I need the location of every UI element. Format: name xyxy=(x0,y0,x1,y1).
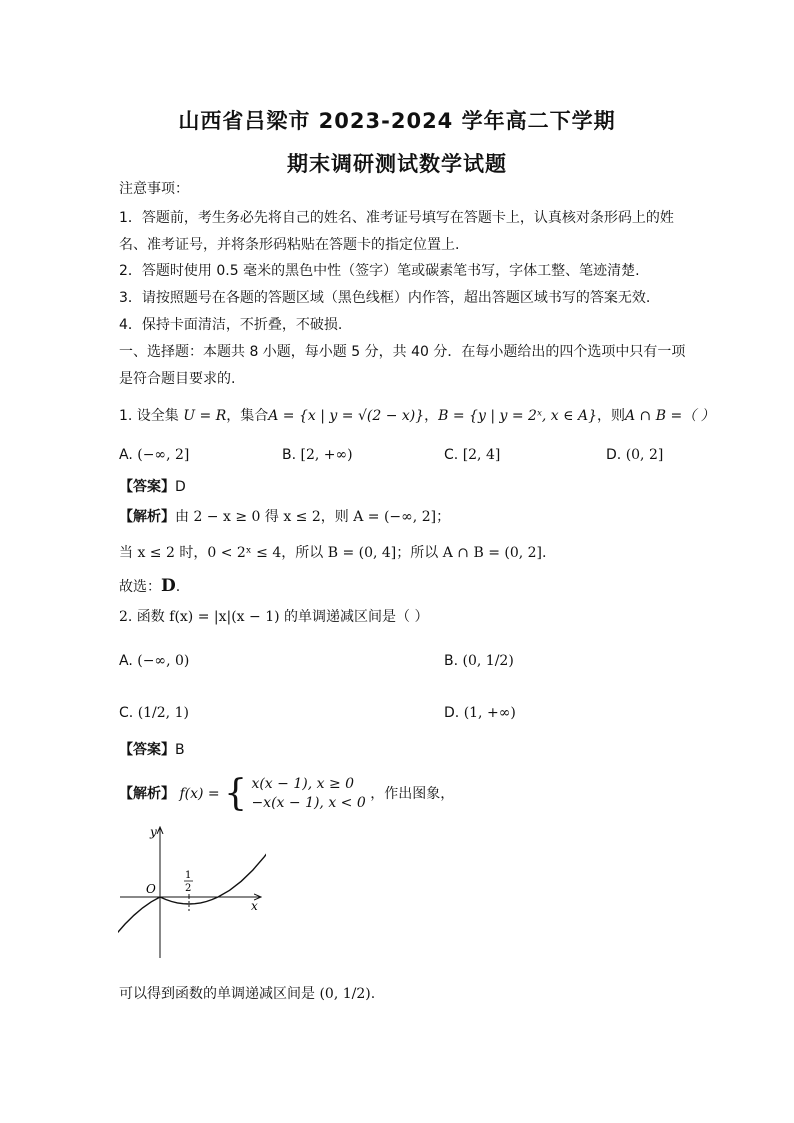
q2-answer xyxy=(119,741,185,759)
q2-option-d-value: (1, +∞) xyxy=(463,705,516,721)
x-axis-label: x xyxy=(251,899,258,913)
section-1-heading-b: 是符合题目要求的. xyxy=(119,371,236,387)
q2-analysis xyxy=(119,775,454,813)
q2-answer-tag: 【答案】 xyxy=(119,742,175,758)
q1-analysis-text-2: 当 x ≤ 2 时，0 < 2ˣ ≤ 4，所以 B = (0, 4]；所以 A ∩ B = (0, 2]. xyxy=(119,545,547,561)
q1-option-b-value: [2, +∞) xyxy=(300,447,353,463)
q1-prefix: 1. 设全集 xyxy=(119,408,179,424)
q1-choose-prefix: 故选： xyxy=(119,579,161,595)
q1-choose-suffix: . xyxy=(175,579,181,595)
q2-piece-tail: ，作出图象， xyxy=(370,786,455,802)
notice-heading: 注意事项： xyxy=(119,181,189,197)
q1-option-d-label: D. xyxy=(606,447,622,463)
piece-case-1: x(x − 1), x ≥ 0 xyxy=(251,776,355,792)
function-curve xyxy=(118,845,266,945)
title-line-2: 期末调研测试数学试题 xyxy=(287,152,507,176)
q1-stem xyxy=(119,407,715,425)
piece-case-2: −x(x − 1), x < 0 xyxy=(251,795,366,811)
piecewise-cases xyxy=(251,775,365,813)
q1-sep: ， xyxy=(424,408,439,424)
q1-answer xyxy=(119,478,186,496)
notice-item-4: 4．保持卡面清洁，不折叠，不破损. xyxy=(119,317,343,333)
q2-conclusion-tail: . xyxy=(370,986,376,1002)
q2-conclusion-interval: (0, 1/2) xyxy=(319,986,371,1002)
title-line-1: 山西省吕梁市 2023-2024 学年高二下学期 xyxy=(178,109,616,133)
y-axis-label: y xyxy=(150,825,157,839)
q1-set-a: A = {x | y = √(2 − x)} xyxy=(268,408,425,424)
q1-option-a-value: (−∞, 2] xyxy=(137,447,190,463)
q1-option-b xyxy=(282,446,353,464)
q2-conclusion-text: 可以得到函数的单调递减区间是 xyxy=(119,986,315,1002)
q1-option-d-value: (0, 2] xyxy=(625,447,664,463)
origin-label: O xyxy=(146,882,156,896)
q1-set-b: B = {y | y = 2ˣ, x ∈ A} xyxy=(438,408,597,424)
q1-answer-tag: 【答案】 xyxy=(119,479,175,495)
q2-option-b-value: (0, 1/2) xyxy=(462,653,514,669)
q2-option-c-value: (1/2, 1) xyxy=(137,705,189,721)
q1-option-c-value: [2, 4] xyxy=(462,447,501,463)
q1-option-a xyxy=(119,446,189,464)
q2-analysis-tag: 【解析】 xyxy=(119,786,175,802)
section-1-heading-a: 一、选择题：本题共 8 小题，每小题 5 分，共 40 分．在每小题给出的四个选项中只有一项 xyxy=(119,344,686,360)
q2-option-c xyxy=(119,704,189,722)
tick-half-denominator: 2 xyxy=(185,883,192,894)
q1-option-b-label: B. xyxy=(282,447,297,463)
q2-option-b-label: B. xyxy=(444,653,459,669)
q1-analysis-1 xyxy=(119,508,450,526)
q1-option-c-label: C. xyxy=(444,447,459,463)
q2-stem-text: 2. 函数 f(x) = |x|(x − 1) 的单调递减区间是（ ） xyxy=(119,609,429,625)
function-graph xyxy=(118,822,266,962)
notice-item-3: 3．请按照题号在各题的答题区域（黑色线框）内作答，超出答题区域书写的答案无效. xyxy=(119,290,651,306)
q1-analysis-tag: 【解析】 xyxy=(119,509,175,525)
q2-option-c-label: C. xyxy=(119,705,134,721)
q2-option-a-label: A. xyxy=(119,653,133,669)
q1-option-c xyxy=(444,446,500,464)
piecewise-brace: { xyxy=(224,773,247,814)
q1-set-u: U = R xyxy=(183,408,227,424)
q1-comma: ，集合 xyxy=(226,408,269,424)
q2-option-a xyxy=(119,652,189,670)
q1-then: ，则 xyxy=(597,408,625,424)
q2-stem xyxy=(119,608,428,626)
tick-half-numerator: 1 xyxy=(185,870,192,881)
q1-option-a-label: A. xyxy=(119,447,133,463)
q1-analysis-text-1: 由 2 − x ≥ 0 得 x ≤ 2，则 A = (−∞, 2]； xyxy=(175,509,451,525)
q1-answer-value: D xyxy=(175,479,186,495)
q1-analysis-2 xyxy=(119,544,546,562)
q2-option-a-value: (−∞, 0) xyxy=(137,653,190,669)
q1-option-d xyxy=(606,446,663,464)
q2-answer-value: B xyxy=(175,742,185,758)
q2-option-d-label: D. xyxy=(444,705,460,721)
notice-item-2: 2．答题时使用 0.5 毫米的黑色中性（签字）笔或碳素笔书写，字体工整、笔迹清楚. xyxy=(119,263,640,279)
q2-option-b xyxy=(444,652,514,670)
q1-ask: A ∩ B =（ ） xyxy=(625,408,715,424)
q2-piece-lhs: f(x) = xyxy=(179,786,220,802)
q1-choose-value: D xyxy=(161,576,176,596)
notice-item-1b: 名、准考证号，并将条形码粘贴在答题卡的指定位置上. xyxy=(119,237,460,253)
q2-conclusion xyxy=(119,985,375,1003)
notice-item-1a: 1．答题前，考生务必先将自己的姓名、准考证号填写在答题卡上，认真核对条形码上的姓 xyxy=(119,210,674,226)
q1-choose xyxy=(119,577,180,596)
q2-option-d xyxy=(444,704,516,722)
